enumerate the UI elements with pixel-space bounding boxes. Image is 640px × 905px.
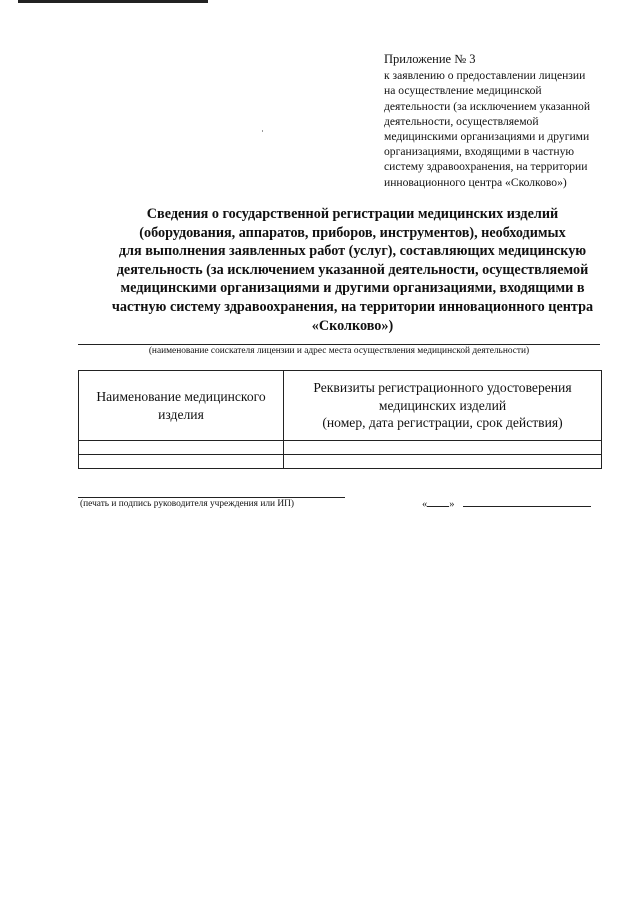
header-line: (номер, дата регистрации, срок действия) — [322, 415, 563, 431]
appendix-line: на осуществление медицинской — [384, 84, 542, 98]
appendix-line: организациями, входящими в частную — [384, 145, 575, 159]
header-device-name — [79, 371, 284, 441]
title-line: частную систему здравоохранения, на территории инновационного центра — [111, 298, 594, 315]
quote-open: « — [422, 499, 428, 510]
date-field — [422, 497, 591, 510]
title-line: деятельность (за исключением указанной деятельности, осуществляемой — [116, 261, 589, 278]
header-line: Реквизиты регистрационного удостоверения — [313, 380, 572, 396]
table-cell[interactable] — [284, 455, 602, 469]
header-line: медицинских изделий — [378, 397, 507, 413]
date-day-blank[interactable] — [427, 497, 449, 507]
table-row — [79, 455, 602, 469]
signature-fill-line[interactable] — [78, 497, 345, 498]
applicant-caption: (наименование соискателя лицензии и адрес места осуществления медицинской деятельности) — [148, 346, 530, 356]
table-cell[interactable] — [79, 441, 284, 455]
appendix-block — [384, 52, 624, 190]
title-line: медицинскими организациями и другими организациями, входящими в — [120, 280, 585, 297]
appendix-line: к заявлению о предоставлении лицензии — [384, 69, 586, 83]
header-line: изделия — [158, 406, 204, 422]
document-title — [80, 205, 625, 335]
appendix-number: Приложение № 3 — [384, 52, 476, 66]
signature-caption: (печать и подпись руководителя учреждения или ИП) — [80, 499, 295, 509]
table-header-row — [79, 371, 602, 441]
quote-close: » — [449, 499, 455, 510]
title-line: Сведения о государственной регистрации медицинских изделий — [146, 206, 559, 222]
appendix-line: медицинскими организациями и другими — [384, 130, 590, 144]
scan-artifact-dot — [262, 130, 263, 132]
appendix-line: деятельности (за исключением указанной — [384, 99, 591, 113]
table-cell[interactable] — [79, 455, 284, 469]
title-line: (оборудования, аппаратов, приборов, инструментов), необходимых — [139, 224, 566, 241]
applicant-fill-line[interactable] — [78, 344, 600, 345]
appendix-line: деятельности, осуществляемой — [384, 114, 539, 128]
appendix-line: систему здравоохранения, на территории — [384, 160, 588, 174]
title-line: для выполнения заявленных работ (услуг), составляющих медицинскую — [118, 243, 587, 260]
header-registration-details — [284, 371, 602, 441]
table-cell[interactable] — [284, 441, 602, 455]
appendix-line: инновационного центра «Сколково») — [384, 175, 567, 189]
date-month-year-blank[interactable] — [463, 497, 591, 507]
devices-table — [78, 370, 602, 469]
table-row — [79, 441, 602, 455]
title-line: «Сколково») — [311, 317, 394, 334]
header-line: Наименование медицинского — [96, 389, 266, 404]
scan-artifact-line — [18, 0, 208, 3]
